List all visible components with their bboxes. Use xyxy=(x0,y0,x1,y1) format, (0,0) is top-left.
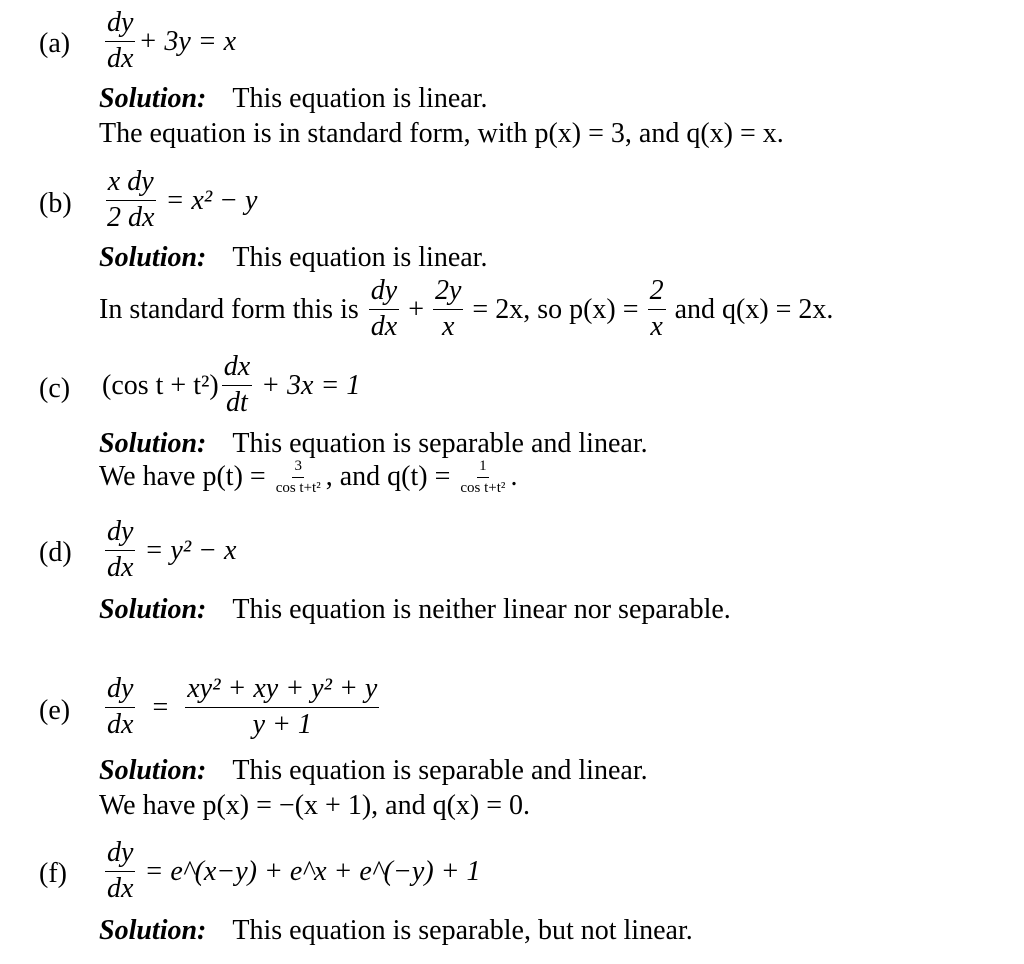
solution-text: This equation is separable and linear. xyxy=(232,428,648,459)
rhs-fraction: $\frac{\text{xy² + xy + y² + y}}{y + 1}$ xyxy=(187,673,378,740)
detail-suffix: and q(x) = 2x. xyxy=(674,293,834,325)
detail-text: We have p(x) = −(x + 1), and q(x) = 0. xyxy=(99,790,531,821)
solution-label: Solution: xyxy=(99,755,207,786)
derivative-fraction: $\frac{dx}{dt}$ xyxy=(223,351,251,418)
derivative-fraction: $\frac{dy}{dx}$ xyxy=(107,7,134,74)
problem-label: (f) xyxy=(39,858,67,889)
solution-line xyxy=(99,427,648,461)
equation-rest: + 3y = x xyxy=(138,25,237,57)
solution-line xyxy=(99,593,731,627)
detail-fraction-2: $\frac{1}{\text{cos t+t²}}$ xyxy=(460,458,506,496)
solution-text: This equation is linear. xyxy=(232,83,488,114)
detail-fraction-2: $\frac{2y}{x}$ xyxy=(434,275,462,342)
detail-line xyxy=(99,117,784,151)
solution-line xyxy=(99,241,487,275)
solution-label: Solution: xyxy=(99,594,207,625)
solution-text: This equation is separable and linear. xyxy=(232,755,648,786)
solution-line xyxy=(99,82,487,116)
equation xyxy=(102,167,263,234)
solution-label: Solution: xyxy=(99,83,207,114)
equation-rest: + 3x = 1 xyxy=(261,369,361,401)
solution-label: Solution: xyxy=(99,242,207,273)
solution-line xyxy=(99,754,648,788)
solution-text: This equation is linear. xyxy=(232,242,488,273)
problem-label: (d) xyxy=(39,537,72,568)
problem-label: (c) xyxy=(39,373,71,404)
detail-mid: , and q(t) = xyxy=(325,461,451,493)
equation xyxy=(102,8,236,75)
solution-line xyxy=(99,914,693,948)
problem-label: (a) xyxy=(39,28,71,59)
equation xyxy=(102,517,242,584)
detail-fraction-3: $\frac{2}{x}$ xyxy=(649,275,664,342)
solution-text: This equation is neither linear nor separable. xyxy=(232,594,731,625)
equation xyxy=(102,674,382,741)
detail-suffix: . xyxy=(510,461,518,493)
equation-rest: = y² − x xyxy=(144,534,237,566)
equation xyxy=(102,838,487,905)
detail-line xyxy=(99,276,833,343)
derivative-fraction: $\frac{dy}{dx}$ xyxy=(107,837,134,904)
solution-label: Solution: xyxy=(99,428,207,459)
detail-prefix: We have p(t) = xyxy=(99,461,266,493)
detail-line xyxy=(99,458,517,496)
detail-fraction-1: $\frac{3}{\text{cos t+t²}}$ xyxy=(275,458,321,496)
derivative-fraction: $\frac{dy}{dx}$ xyxy=(107,516,134,583)
equation-rest: = x² − y xyxy=(165,184,258,216)
detail-fraction-1: $\frac{dy}{dx}$ xyxy=(370,275,398,342)
derivative-fraction: $\frac{dy}{dx}$ xyxy=(107,673,134,740)
detail-mid: = 2x, so p(x) = xyxy=(472,293,639,325)
equation xyxy=(102,352,366,419)
problem-label: (e) xyxy=(39,695,71,726)
equation-lead: (cos t + t²) xyxy=(102,369,219,401)
detail-text: The equation is in standard form, with p(x) = 3, and q(x) = x. xyxy=(99,118,784,149)
problem-label: (b) xyxy=(39,188,72,219)
detail-line xyxy=(99,789,530,823)
equation-rest: = e^(x−y) + e^x + e^(−y) + 1 xyxy=(144,855,481,887)
detail-prefix: In standard form this is xyxy=(99,293,359,325)
solution-label: Solution: xyxy=(99,915,207,946)
derivative-fraction: $\frac{\text{x dy}}{2 dx}$ xyxy=(107,166,155,233)
solution-text: This equation is separable, but not linear. xyxy=(232,915,693,946)
plus-sign: + xyxy=(408,293,424,325)
equals-sign: = xyxy=(152,691,169,723)
